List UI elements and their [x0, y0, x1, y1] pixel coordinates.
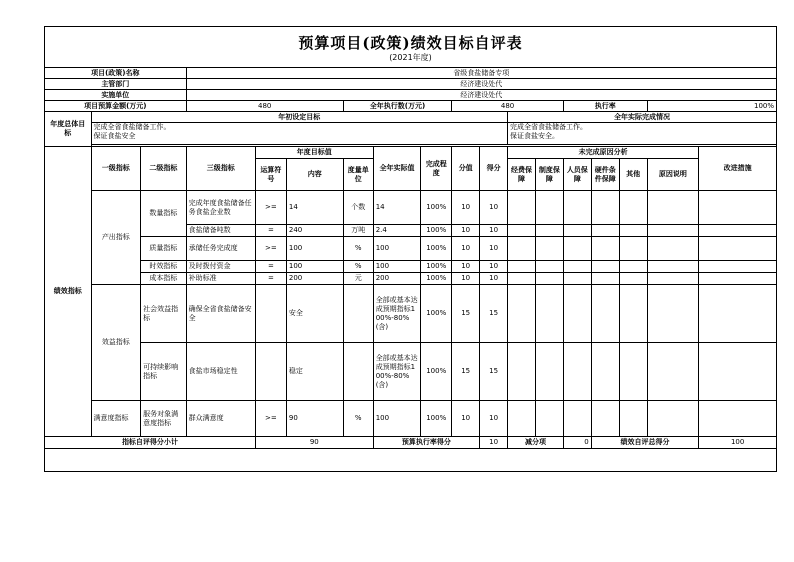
op-cell	[255, 285, 286, 343]
unit-header: 度量单位	[343, 159, 373, 191]
op-cell: =	[255, 273, 286, 285]
deduct-value: 0	[563, 437, 591, 449]
op-cell: >=	[255, 237, 286, 261]
unit-cell: %	[343, 401, 373, 437]
completion-cell: 100%	[421, 401, 452, 437]
table-row	[45, 191, 777, 225]
level2-cell: 时效指标	[141, 261, 187, 273]
score-cell: 15	[480, 343, 508, 401]
actual-cell: 100	[373, 401, 421, 437]
annual-goal-label: 年度总体目标	[45, 112, 92, 147]
weight-cell: 15	[452, 343, 480, 401]
level3-cell: 补助标准	[186, 273, 255, 285]
level3-cell: 食盐市场稳定性	[186, 343, 255, 401]
actual-cell: 200	[373, 273, 421, 285]
total-score-value: 100	[699, 437, 777, 449]
actual-value-header: 全年实际值	[373, 147, 421, 191]
budget-label: 项目预算金额(万元)	[45, 101, 187, 112]
score-cell: 10	[480, 401, 508, 437]
target-cell: 安全	[286, 285, 343, 343]
budget-score-label: 预算执行率得分	[373, 437, 479, 449]
completion-cell: 100%	[421, 225, 452, 237]
level2-cell: 社会效益指标	[141, 285, 187, 343]
exec-rate-label: 执行率	[563, 101, 647, 112]
level3-cell: 群众满意度	[186, 401, 255, 437]
level2-cell: 可持续影响指标	[141, 343, 187, 401]
level3-cell: 食盐储备吨数	[186, 225, 255, 237]
actual-cell: 100	[373, 261, 421, 273]
score-header: 得分	[480, 147, 508, 191]
op-cell: =	[255, 261, 286, 273]
level2-cell: 数量指标	[141, 191, 187, 237]
evaluation-table	[44, 67, 777, 449]
exec-unit-value: 经济建设处代	[186, 90, 776, 101]
target-cell: 稳定	[286, 343, 343, 401]
target-cell: 90	[286, 401, 343, 437]
dept-label: 主管部门	[45, 79, 187, 90]
form-title: 预算项目(政策)绩效目标自评表	[298, 34, 523, 52]
target-cell: 100	[286, 261, 343, 273]
actual-cell: 2.4	[373, 225, 421, 237]
weight-cell: 10	[452, 191, 480, 225]
actual-cell: 全部或基本达成预期指标100%-80%(含)	[373, 343, 421, 401]
completion-cell: 100%	[421, 343, 452, 401]
target-cell: 14	[286, 191, 343, 225]
level1-cell: 产出指标	[91, 191, 141, 285]
exec-rate-value: 100%	[647, 101, 776, 112]
level2-cell: 成本指标	[141, 273, 187, 285]
level3-cell: 确保全省食盐储备安全	[186, 285, 255, 343]
completion-cell: 100%	[421, 237, 452, 261]
unit-cell: %	[343, 237, 373, 261]
level2-header: 二级指标	[141, 147, 187, 191]
table-row	[45, 261, 777, 273]
level3-cell: 承储任务完成度	[186, 237, 255, 261]
unit-cell: %	[343, 261, 373, 273]
unit-cell: 元	[343, 273, 373, 285]
unit-cell: 个数	[343, 191, 373, 225]
level3-header: 三级指标	[186, 147, 255, 191]
deduct-label: 减分项	[508, 437, 564, 449]
weight-cell: 10	[452, 237, 480, 261]
actual-cell: 14	[373, 191, 421, 225]
level1-cell: 效益指标	[91, 285, 141, 401]
actual-cell: 100	[373, 237, 421, 261]
score-cell: 10	[480, 225, 508, 237]
reason-other-header: 其他	[619, 159, 647, 191]
actual-cell: 全部或基本达成预期指标100%-80%(含)	[373, 285, 421, 343]
total-score-label: 绩效自评总得分	[591, 437, 699, 449]
budget-score-value: 10	[480, 437, 508, 449]
weight-cell: 15	[452, 285, 480, 343]
form-subtitle: (2021年度)	[389, 53, 432, 62]
plan-goal-label: 年初设定目标	[91, 112, 508, 123]
score-cell: 10	[480, 261, 508, 273]
reason-funding-header: 经费保障	[508, 159, 536, 191]
completion-header: 完成程度	[421, 147, 452, 191]
unit-cell	[343, 285, 373, 343]
actual-goal-text: 完成全省食盐储备工作。 保证食盐安全。	[508, 123, 777, 145]
weight-cell: 10	[452, 261, 480, 273]
annual-exec-label: 全年执行数(万元)	[343, 101, 452, 112]
op-cell: >=	[255, 401, 286, 437]
table-row	[45, 237, 777, 261]
table-row	[45, 401, 777, 437]
weight-cell: 10	[452, 225, 480, 237]
content-header: 内容	[286, 159, 343, 191]
actual-goal-label: 全年实际完成情况	[508, 112, 777, 123]
completion-cell: 100%	[421, 261, 452, 273]
target-cell: 240	[286, 225, 343, 237]
completion-cell: 100%	[421, 273, 452, 285]
annual-exec-value: 480	[452, 101, 564, 112]
perf-indicator-label: 绩效指标	[45, 147, 92, 437]
level3-cell: 及时拨付资金	[186, 261, 255, 273]
score-cell: 10	[480, 273, 508, 285]
project-name-label: 项目(政策)名称	[45, 68, 187, 79]
op-cell: =	[255, 225, 286, 237]
budget-value: 480	[186, 101, 343, 112]
dept-value: 经济建设处代	[186, 79, 776, 90]
score-cell: 10	[480, 191, 508, 225]
annual-target-header: 年度目标值	[255, 147, 373, 159]
reason-hardware-header: 硬件条件保障	[591, 159, 619, 191]
level1-header: 一级指标	[91, 147, 141, 191]
score-cell: 10	[480, 237, 508, 261]
score-cell: 15	[480, 285, 508, 343]
unit-cell: 万吨	[343, 225, 373, 237]
table-row	[45, 273, 777, 285]
reason-note-header: 原因说明	[647, 159, 699, 191]
improvement-header: 改进措施	[699, 147, 777, 191]
level1-cell: 满意度指标	[91, 401, 141, 437]
calc-symbol-header: 运算符号	[255, 159, 286, 191]
reason-staff-header: 人员保障	[563, 159, 591, 191]
unit-cell	[343, 343, 373, 401]
level2-cell: 质量指标	[141, 237, 187, 261]
op-cell: >=	[255, 191, 286, 225]
level3-cell: 完成年度食盐储备任务食盐企业数	[186, 191, 255, 225]
table-row	[45, 285, 777, 343]
target-cell: 100	[286, 237, 343, 261]
subtotal-value: 90	[255, 437, 373, 449]
project-name-value: 省级食盐储备专项	[186, 68, 776, 79]
target-cell: 200	[286, 273, 343, 285]
completion-cell: 100%	[421, 285, 452, 343]
weight-cell: 10	[452, 273, 480, 285]
completion-cell: 100%	[421, 191, 452, 225]
reason-analysis-header: 未完成原因分析	[508, 147, 699, 159]
op-cell	[255, 343, 286, 401]
weight-cell: 10	[452, 401, 480, 437]
table-row	[45, 343, 777, 401]
subtotal-label: 指标自评得分小计	[45, 437, 256, 449]
reason-system-header: 制度保障	[535, 159, 563, 191]
weight-header: 分值	[452, 147, 480, 191]
level2-cell: 服务对象满意度指标	[141, 401, 187, 437]
exec-unit-label: 实施单位	[45, 90, 187, 101]
plan-goal-text: 完成全省食盐储备工作。 保证食盐安全	[91, 123, 508, 145]
